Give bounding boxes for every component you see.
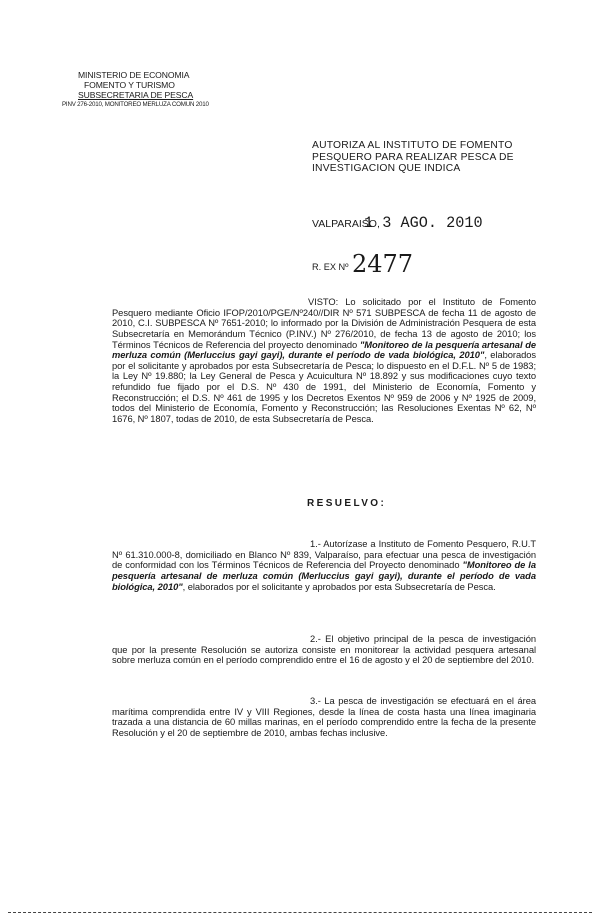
ministry-name: MINISTERIO DE ECONOMIA xyxy=(78,70,190,80)
item-3-text: 3.- La pesca de investigación se efectuará en el área marítima comprendida entre IV y VIII Regiones, desde la línea de costa hasta una línea imaginaria trazada a una distancia de 60 millas marinas, en el período comprendido entre la fecha de la presente Resolución y el 20 de septiembre de 2010, ambas fechas inclusive. xyxy=(112,696,536,738)
visto-project-name: "Monitoreo de la pesquería artesanal de merluza común (Merluccius gayi gayi), durante el período de vada biológica, 2010" xyxy=(112,339,536,361)
resolution-number: 2477 xyxy=(352,250,414,278)
item-1-text: 1.- Autorízase a Instituto de Fomento Pesquero, R.U.T Nº 61.310.000-8, domiciliado en Blanco Nº 839, Valparaíso, para efectuar una pesca de investigación de conformidad con los Términos Técnicos de Referencia del Proyecto denominado xyxy=(112,539,536,571)
visto-paragraph xyxy=(112,297,536,425)
document-subject: AUTORIZA AL INSTITUTO DE FOMENTO PESQUERO PARA REALIZAR PESCA DE INVESTIGACION QUE INDICA xyxy=(312,140,514,175)
visto-text: VISTO: Lo solicitado por el Instituto de Fomento Pesquero mediante Oficio IFOP/2010/PGE/Nº240//DIR Nº 571 SUBPESCA de fecha 11 de agosto de 2010, C.I. SUBPESCA Nº 7651-2010; lo informado por la División de Administración Pesquera de esta Subsecretaría en Memorándum Técnico (P.INV.) Nº 276/2010, de fecha 13 de agosto de 2010; los Términos Técnicos de Referencia del proyecto denominado xyxy=(112,297,536,350)
item-1-paragraph xyxy=(112,539,536,592)
document-reference: PINV 276-2010, MONITOREO MERLUZA COMUN 2010 xyxy=(62,101,209,108)
item-2-text: 2.- El objetivo principal de la pesca de investigación que por la presente Resolución se autoriza consiste en monitorear la actividad pesquera artesanal sobre merluza común en el período comprendido entre el 16 de agosto y el 20 de septiembre del 2010. xyxy=(112,634,536,666)
item-1-text-tail: , elaborados por el solicitante y aprobados por esta Subsecretaría de Pesca. xyxy=(182,581,496,592)
date-stamp: 1 3 AGO. 2010 xyxy=(364,214,483,232)
resuelvo-heading: RESUELVO: xyxy=(307,498,387,509)
visto-text-tail: , elaborados por el solicitante y aprobados por esta Subsecretaría de Pesca; lo dispuesto en el D.F.L. Nº 5 de 1983; la Ley Nº 19.880; la Ley General de Pesca y Acuicultura Nº 18.892 y sus modificaciones cuyo texto refundido fue fijado por el D.S. Nº 430 de 1991, del Ministerio de Economía, Fomento y Reconstrucción; el D.S. Nº 461 de 1995 y los Decretos Exentos Nº 959 de 2006 y Nº 1925 de 2009, todos del Ministerio de Economía, Fomento y Reconstrucción; las Resoluciones Exentas Nº 62, Nº 1676, Nº 1807, todas de 2010, de esta Subsecretaría de Pesca. xyxy=(112,350,537,424)
subsecretaria-name: SUBSECRETARIA DE PESCA xyxy=(78,90,194,100)
item-1-project-name: "Monitoreo de la pesquería artesanal de merluza común (Merluccius gayi gayi), durante el período de vada biológica, 2010" xyxy=(112,560,536,592)
resolution-label: R. EX Nº xyxy=(312,262,349,272)
city-label: VALPARAISO, xyxy=(312,218,380,230)
ministry-subtitle: FOMENTO Y TURISMO xyxy=(84,80,175,90)
item-3-paragraph xyxy=(112,696,536,739)
item-2-paragraph xyxy=(112,634,536,666)
page-bottom-rule xyxy=(8,912,592,913)
